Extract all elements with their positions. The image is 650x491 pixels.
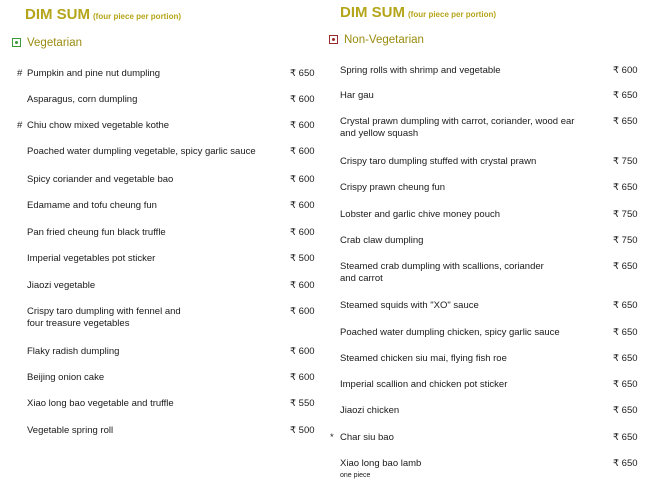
item-name: Jiaozi chicken xyxy=(340,405,400,416)
item-price: ₹ 600 xyxy=(290,346,315,357)
menu-item xyxy=(340,300,610,312)
item-name: Char siu bao xyxy=(340,432,394,443)
menu-item xyxy=(340,353,610,365)
menu-item xyxy=(340,261,545,285)
item-price: ₹ 750 xyxy=(613,235,638,246)
item-price: ₹ 650 xyxy=(613,432,638,443)
non-vegetarian-column xyxy=(325,0,650,491)
menu-item xyxy=(27,346,287,358)
menu-item xyxy=(27,425,287,437)
item-name: Beijing onion cake xyxy=(27,372,105,383)
item-name: Steamed squids with "XO" sauce xyxy=(340,300,479,311)
menu-item xyxy=(340,327,610,339)
menu-item xyxy=(27,174,287,186)
item-name: Imperial vegetables pot sticker xyxy=(27,253,156,264)
item-marker: # xyxy=(17,120,23,131)
item-name: Xiao long bao vegetable and truffle xyxy=(27,398,174,409)
menu-item xyxy=(17,68,287,80)
category-vegetarian: Vegetarian xyxy=(12,37,82,49)
item-name: Crispy taro dumpling stuffed with crystal prawn xyxy=(340,156,537,167)
item-name: Flaky radish dumpling xyxy=(27,346,120,357)
item-price: ₹ 650 xyxy=(613,300,638,311)
item-price: ₹ 600 xyxy=(290,94,315,105)
menu-item xyxy=(27,372,287,384)
menu-item xyxy=(340,405,610,417)
item-price: ₹ 600 xyxy=(290,227,315,238)
item-price: ₹ 650 xyxy=(613,116,638,127)
item-price: ₹ 600 xyxy=(613,65,638,76)
category-non-vegetarian: Non-Vegetarian xyxy=(329,34,424,46)
item-price: ₹ 550 xyxy=(290,398,315,409)
item-price: ₹ 500 xyxy=(290,425,315,436)
item-price: ₹ 600 xyxy=(290,146,315,157)
item-price: ₹ 750 xyxy=(613,209,638,220)
item-price: ₹ 500 xyxy=(290,253,315,264)
menu-item xyxy=(27,280,287,292)
item-name: Lobster and garlic chive money pouch xyxy=(340,209,501,220)
item-name: Jiaozi vegetable xyxy=(27,280,96,291)
item-name: Spring rolls with shrimp and vegetable xyxy=(340,65,501,76)
item-price: ₹ 650 xyxy=(613,261,638,272)
menu-item xyxy=(27,200,287,212)
item-name: Vegetable spring roll xyxy=(27,425,114,436)
item-name: Asparagus, corn dumpling xyxy=(27,94,138,105)
menu-item xyxy=(340,235,610,247)
menu-item xyxy=(340,379,610,391)
veg-symbol-icon xyxy=(12,38,21,47)
menu-item xyxy=(17,120,287,132)
menu-item xyxy=(340,209,610,221)
menu-item xyxy=(340,458,610,480)
item-name: Edamame and tofu cheung fun xyxy=(27,200,157,211)
item-name: Xiao long bao lamb xyxy=(340,458,422,469)
menu-item xyxy=(340,65,610,77)
menu-item xyxy=(340,156,610,168)
item-price: ₹ 650 xyxy=(613,182,638,193)
item-name: Crystal prawn dumpling with carrot, coriander, wood ear and yellow squash xyxy=(340,116,575,139)
item-name: Chiu chow mixed vegetable kothe xyxy=(27,120,170,131)
item-name: Steamed crab dumpling with scallions, coriander and carrot xyxy=(340,261,544,284)
item-price: ₹ 750 xyxy=(613,156,638,167)
menu-item xyxy=(27,227,287,239)
menu-item xyxy=(27,146,287,158)
menu-item xyxy=(340,90,610,102)
item-price: ₹ 650 xyxy=(613,90,638,101)
item-price: ₹ 600 xyxy=(290,372,315,383)
item-name: Crispy taro dumpling with fennel and four treasure vegetables xyxy=(27,306,181,329)
item-name: Steamed chicken siu mai, flying fish roe xyxy=(340,353,507,364)
item-price: ₹ 650 xyxy=(613,405,638,416)
menu-item xyxy=(27,253,287,265)
section-title: DIM SUM (four piece per portion) xyxy=(25,6,181,23)
item-name: Crab claw dumpling xyxy=(340,235,424,246)
item-name: Har gau xyxy=(340,90,374,101)
item-price: ₹ 600 xyxy=(290,174,315,185)
menu-item xyxy=(27,306,197,330)
item-marker: # xyxy=(17,68,23,79)
menu-item xyxy=(27,94,287,106)
item-price: ₹ 650 xyxy=(290,68,315,79)
item-price: ₹ 650 xyxy=(613,353,638,364)
item-name: Crispy prawn cheung fun xyxy=(340,182,446,193)
item-note: one piece xyxy=(340,472,371,479)
item-marker: * xyxy=(330,432,334,443)
item-price: ₹ 600 xyxy=(290,200,315,211)
section-title-note: (four piece per portion) xyxy=(408,10,496,19)
section-title-note: (four piece per portion) xyxy=(93,12,181,21)
menu-item xyxy=(340,116,580,140)
item-price: ₹ 600 xyxy=(290,120,315,131)
item-name: Pan fried cheung fun black truffle xyxy=(27,227,166,238)
item-name: Imperial scallion and chicken pot sticker xyxy=(340,379,508,390)
item-name: Pumpkin and pine nut dumpling xyxy=(27,68,161,79)
item-name: Poached water dumpling chicken, spicy garlic sauce xyxy=(340,327,560,338)
section-title: DIM SUM (four piece per portion) xyxy=(340,4,496,21)
non-veg-symbol-icon xyxy=(329,35,338,44)
item-price: ₹ 600 xyxy=(290,306,315,317)
item-price: ₹ 650 xyxy=(613,327,638,338)
menu-item xyxy=(340,182,610,194)
menu-item xyxy=(330,432,610,444)
item-price: ₹ 600 xyxy=(290,280,315,291)
item-price: ₹ 650 xyxy=(613,379,638,390)
item-name: Spicy coriander and vegetable bao xyxy=(27,174,174,185)
item-price: ₹ 650 xyxy=(613,458,638,469)
item-name: Poached water dumpling vegetable, spicy garlic sauce xyxy=(27,146,256,157)
menu-item xyxy=(27,398,287,410)
